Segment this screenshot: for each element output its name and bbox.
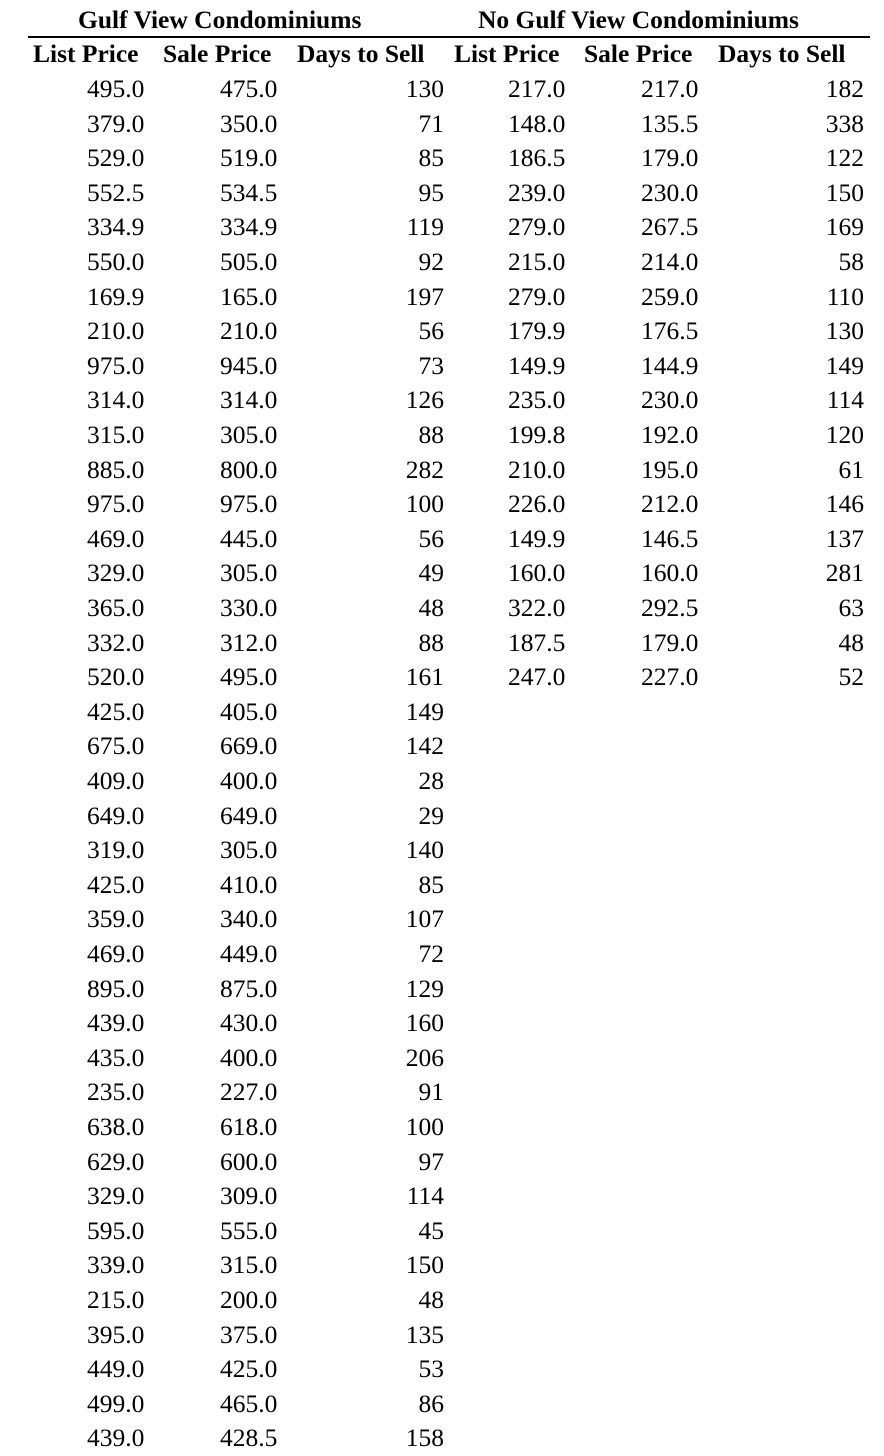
no-gulf-view-group-title: No Gulf View Condominiums	[478, 5, 799, 34]
gulf-days-to-sell-cell: 95	[418, 177, 444, 207]
gulf-list-price-cell: 649.0	[87, 800, 145, 830]
nogulf-list-price-cell: 217.0	[508, 74, 566, 103]
nogulf-list-price-cell: 210.0	[508, 454, 566, 484]
gulf-list-price-cell: 314.0	[87, 385, 145, 415]
nogulf-sale-price-cell: 259.0	[641, 281, 699, 311]
nogulf-sale-price-cell: 195.0	[641, 454, 699, 484]
gulf-days-to-sell-cell: 88	[418, 627, 444, 657]
gulf-sale-price-cell: 165.0	[220, 281, 278, 311]
gulf-sale-price-cell: 425.0	[220, 1354, 278, 1384]
nogulf-list-price-cell: 239.0	[508, 177, 566, 207]
gulf-sale-price-cell: 400.0	[220, 766, 278, 795]
gulf-list-price-cell: 359.0	[87, 904, 145, 934]
nogulf-list-price-cell: 148.0	[508, 108, 566, 138]
nogulf-days-to-sell-cell: 137	[825, 523, 864, 553]
gulf-sale-price-cell: 618.0	[220, 1112, 278, 1141]
nogulf-sale-price-header: Sale Price	[584, 39, 693, 68]
nogulf-days-to-sell-cell: 114	[826, 385, 864, 415]
nogulf-list-price-cell: 322.0	[508, 593, 566, 622]
nogulf-days-to-sell-cell: 63	[838, 593, 864, 622]
gulf-days-to-sell-cell: 71	[418, 108, 444, 138]
gulf-days-to-sell-cell: 107	[405, 904, 444, 934]
nogulf-days-to-sell-cell: 52	[838, 662, 864, 692]
gulf-list-price-cell: 495.0	[87, 74, 145, 103]
gulf-days-to-sell-cell: 48	[418, 593, 444, 622]
gulf-list-price-cell: 425.0	[87, 696, 145, 726]
gulf-list-price-cell: 895.0	[87, 973, 145, 1003]
gulf-list-price-cell: 439.0	[87, 1423, 145, 1453]
nogulf-list-price-cell: 215.0	[508, 247, 566, 276]
gulf-days-to-sell-cell: 45	[418, 1215, 444, 1245]
nogulf-sale-price-cell: 267.5	[641, 212, 699, 242]
gulf-list-price-cell: 529.0	[87, 143, 145, 173]
nogulf-days-to-sell-cell: 149	[825, 350, 864, 380]
gulf-sale-price-cell: 227.0	[220, 1077, 278, 1107]
nogulf-days-to-sell-cell: 122	[825, 143, 864, 173]
gulf-sale-price-cell: 465.0	[220, 1388, 278, 1418]
nogulf-list-price-cell: 179.9	[508, 316, 566, 346]
gulf-sale-price-cell: 410.0	[220, 869, 278, 899]
nogulf-sale-price-cell: 230.0	[641, 177, 699, 207]
nogulf-sale-price-cell: 214.0	[641, 247, 699, 276]
gulf-days-to-sell-cell: 28	[418, 766, 444, 795]
nogulf-sale-price-cell: 217.0	[641, 74, 699, 103]
gulf-list-price-cell: 435.0	[87, 1042, 145, 1072]
gulf-days-to-sell-cell: 100	[405, 1112, 444, 1141]
gulf-sale-price-cell: 534.5	[220, 177, 278, 207]
gulf-sale-price-cell: 210.0	[220, 316, 278, 346]
nogulf-days-to-sell-header: Days to Sell	[718, 39, 846, 68]
gulf-days-to-sell-header: Days to Sell	[297, 39, 425, 68]
gulf-sale-price-cell: 519.0	[220, 143, 278, 173]
gulf-days-to-sell-cell: 158	[405, 1423, 444, 1453]
gulf-list-price-cell: 550.0	[87, 247, 145, 276]
gulf-days-to-sell-cell: 119	[406, 212, 444, 242]
gulf-days-to-sell-cell: 56	[418, 523, 444, 553]
gulf-list-price-cell: 315.0	[87, 420, 145, 449]
nogulf-sale-price-cell: 212.0	[641, 489, 699, 519]
gulf-days-to-sell-cell: 282	[405, 454, 444, 484]
nogulf-list-price-cell: 279.0	[508, 212, 566, 242]
nogulf-list-price-cell: 187.5	[508, 627, 566, 657]
nogulf-days-to-sell-cell: 130	[825, 316, 864, 346]
nogulf-days-to-sell-cell: 61	[838, 454, 864, 484]
nogulf-list-price-cell: 199.8	[508, 420, 566, 449]
gulf-list-price-cell: 975.0	[87, 489, 145, 519]
gulf-sale-price-cell: 340.0	[220, 904, 278, 934]
gulf-list-price-cell: 332.0	[87, 627, 145, 657]
gulf-list-price-cell: 235.0	[87, 1077, 145, 1107]
gulf-days-to-sell-cell: 161	[405, 662, 444, 692]
nogulf-sale-price-cell: 176.5	[641, 316, 699, 346]
nogulf-days-to-sell-cell: 58	[838, 247, 864, 276]
gulf-list-price-cell: 975.0	[87, 350, 145, 380]
gulf-days-to-sell-cell: 100	[405, 489, 444, 519]
gulf-days-to-sell-cell: 160	[405, 1008, 444, 1038]
gulf-sale-price-cell: 800.0	[220, 454, 278, 484]
nogulf-list-price-cell: 160.0	[508, 558, 566, 588]
nogulf-list-price-cell: 149.9	[508, 523, 566, 553]
gulf-sale-price-cell: 400.0	[220, 1042, 278, 1072]
gulf-sale-price-cell: 430.0	[220, 1008, 278, 1038]
gulf-sale-price-cell: 200.0	[220, 1285, 278, 1314]
gulf-days-to-sell-cell: 56	[418, 316, 444, 346]
nogulf-sale-price-cell: 230.0	[641, 385, 699, 415]
nogulf-days-to-sell-cell: 110	[826, 281, 864, 311]
gulf-days-to-sell-cell: 73	[418, 350, 444, 380]
gulf-sale-price-cell: 330.0	[220, 593, 278, 622]
gulf-list-price-cell: 169.9	[87, 281, 145, 311]
gulf-list-price-cell: 520.0	[87, 662, 145, 692]
gulf-list-price-cell: 329.0	[87, 558, 145, 588]
gulf-sale-price-cell: 555.0	[220, 1215, 278, 1245]
gulf-sale-price-cell: 350.0	[220, 108, 278, 138]
gulf-sale-price-cell: 875.0	[220, 973, 278, 1003]
gulf-list-price-cell: 595.0	[87, 1215, 145, 1245]
gulf-days-to-sell-cell: 91	[418, 1077, 444, 1107]
nogulf-sale-price-cell: 179.0	[641, 143, 699, 173]
gulf-days-to-sell-cell: 97	[418, 1146, 444, 1176]
gulf-list-price-cell: 469.0	[87, 523, 145, 553]
gulf-list-price-cell: 499.0	[87, 1388, 145, 1418]
gulf-sale-price-header: Sale Price	[163, 39, 272, 68]
nogulf-sale-price-cell: 292.5	[641, 593, 699, 622]
gulf-sale-price-cell: 449.0	[220, 939, 278, 968]
gulf-days-to-sell-cell: 129	[405, 973, 444, 1003]
nogulf-days-to-sell-cell: 169	[825, 212, 864, 242]
gulf-list-price-header: List Price	[33, 39, 139, 68]
nogulf-days-to-sell-cell: 338	[825, 108, 864, 138]
nogulf-days-to-sell-cell: 182	[825, 74, 864, 103]
gulf-list-price-cell: 409.0	[87, 766, 145, 795]
gulf-list-price-cell: 638.0	[87, 1112, 145, 1141]
gulf-list-price-cell: 329.0	[87, 1181, 145, 1211]
gulf-days-to-sell-cell: 92	[418, 247, 444, 276]
nogulf-list-price-cell: 279.0	[508, 281, 566, 311]
gulf-list-price-cell: 365.0	[87, 593, 145, 622]
gulf-list-price-cell: 885.0	[87, 454, 145, 484]
gulf-list-price-cell: 319.0	[87, 835, 145, 865]
nogulf-sale-price-cell: 160.0	[641, 558, 699, 588]
gulf-sale-price-cell: 305.0	[220, 558, 278, 588]
gulf-view-group-title: Gulf View Condominiums	[78, 5, 362, 34]
gulf-days-to-sell-cell: 140	[405, 835, 444, 865]
gulf-list-price-cell: 210.0	[87, 316, 145, 346]
nogulf-days-to-sell-cell: 120	[825, 420, 864, 449]
gulf-days-to-sell-cell: 150	[405, 1250, 444, 1280]
gulf-days-to-sell-cell: 49	[418, 558, 444, 588]
gulf-days-to-sell-cell: 114	[406, 1181, 444, 1211]
gulf-days-to-sell-cell: 130	[405, 74, 444, 103]
gulf-sale-price-cell: 315.0	[220, 1250, 278, 1280]
gulf-days-to-sell-cell: 86	[418, 1388, 444, 1418]
gulf-list-price-cell: 215.0	[87, 1285, 145, 1314]
gulf-days-to-sell-cell: 149	[405, 696, 444, 726]
gulf-sale-price-cell: 375.0	[220, 1319, 278, 1349]
gulf-days-to-sell-cell: 85	[418, 869, 444, 899]
gulf-sale-price-cell: 405.0	[220, 696, 278, 726]
nogulf-list-price-cell: 149.9	[508, 350, 566, 380]
gulf-list-price-cell: 334.9	[87, 212, 145, 242]
gulf-days-to-sell-cell: 53	[418, 1354, 444, 1384]
gulf-list-price-cell: 629.0	[87, 1146, 145, 1176]
gulf-list-price-cell: 339.0	[87, 1250, 145, 1280]
gulf-sale-price-cell: 428.5	[220, 1423, 278, 1453]
nogulf-sale-price-cell: 135.5	[641, 108, 699, 138]
nogulf-list-price-cell: 235.0	[508, 385, 566, 415]
gulf-list-price-cell: 675.0	[87, 731, 145, 761]
gulf-sale-price-cell: 669.0	[220, 731, 278, 761]
gulf-sale-price-cell: 945.0	[220, 350, 278, 380]
nogulf-sale-price-cell: 227.0	[641, 662, 699, 692]
gulf-days-to-sell-cell: 126	[405, 385, 444, 415]
gulf-days-to-sell-cell: 72	[418, 939, 444, 968]
nogulf-days-to-sell-cell: 48	[838, 627, 864, 657]
gulf-list-price-cell: 552.5	[87, 177, 145, 207]
gulf-sale-price-cell: 445.0	[220, 523, 278, 553]
gulf-days-to-sell-cell: 206	[405, 1042, 444, 1072]
gulf-list-price-cell: 439.0	[87, 1008, 145, 1038]
gulf-list-price-cell: 379.0	[87, 108, 145, 138]
gulf-list-price-cell: 395.0	[87, 1319, 145, 1349]
nogulf-list-price-cell: 247.0	[508, 662, 566, 692]
nogulf-list-price-cell: 186.5	[508, 143, 566, 173]
nogulf-sale-price-cell: 146.5	[641, 523, 699, 553]
gulf-sale-price-cell: 305.0	[220, 420, 278, 449]
gulf-days-to-sell-cell: 142	[405, 731, 444, 761]
nogulf-days-to-sell-cell: 281	[825, 558, 864, 588]
gulf-days-to-sell-cell: 85	[418, 143, 444, 173]
gulf-sale-price-cell: 505.0	[220, 247, 278, 276]
nogulf-days-to-sell-cell: 146	[825, 489, 864, 519]
gulf-sale-price-cell: 334.9	[220, 212, 278, 242]
nogulf-list-price-cell: 226.0	[508, 489, 566, 519]
gulf-list-price-cell: 469.0	[87, 939, 145, 968]
gulf-days-to-sell-cell: 29	[418, 800, 444, 830]
gulf-days-to-sell-cell: 88	[418, 420, 444, 449]
gulf-sale-price-cell: 600.0	[220, 1146, 278, 1176]
gulf-days-to-sell-cell: 135	[405, 1319, 444, 1349]
gulf-sale-price-cell: 305.0	[220, 835, 278, 865]
nogulf-sale-price-cell: 179.0	[641, 627, 699, 657]
nogulf-sale-price-cell: 192.0	[641, 420, 699, 449]
gulf-list-price-cell: 449.0	[87, 1354, 145, 1384]
gulf-sale-price-cell: 475.0	[220, 74, 278, 103]
gulf-days-to-sell-cell: 197	[405, 281, 444, 311]
gulf-days-to-sell-cell: 48	[418, 1285, 444, 1314]
gulf-list-price-cell: 425.0	[87, 869, 145, 899]
nogulf-list-price-header: List Price	[454, 39, 560, 68]
gulf-sale-price-cell: 495.0	[220, 662, 278, 692]
gulf-sale-price-cell: 314.0	[220, 385, 278, 415]
gulf-sale-price-cell: 312.0	[220, 627, 278, 657]
gulf-sale-price-cell: 309.0	[220, 1181, 278, 1211]
nogulf-days-to-sell-cell: 150	[825, 177, 864, 207]
gulf-sale-price-cell: 975.0	[220, 489, 278, 519]
gulf-sale-price-cell: 649.0	[220, 800, 278, 830]
nogulf-sale-price-cell: 144.9	[641, 350, 699, 380]
